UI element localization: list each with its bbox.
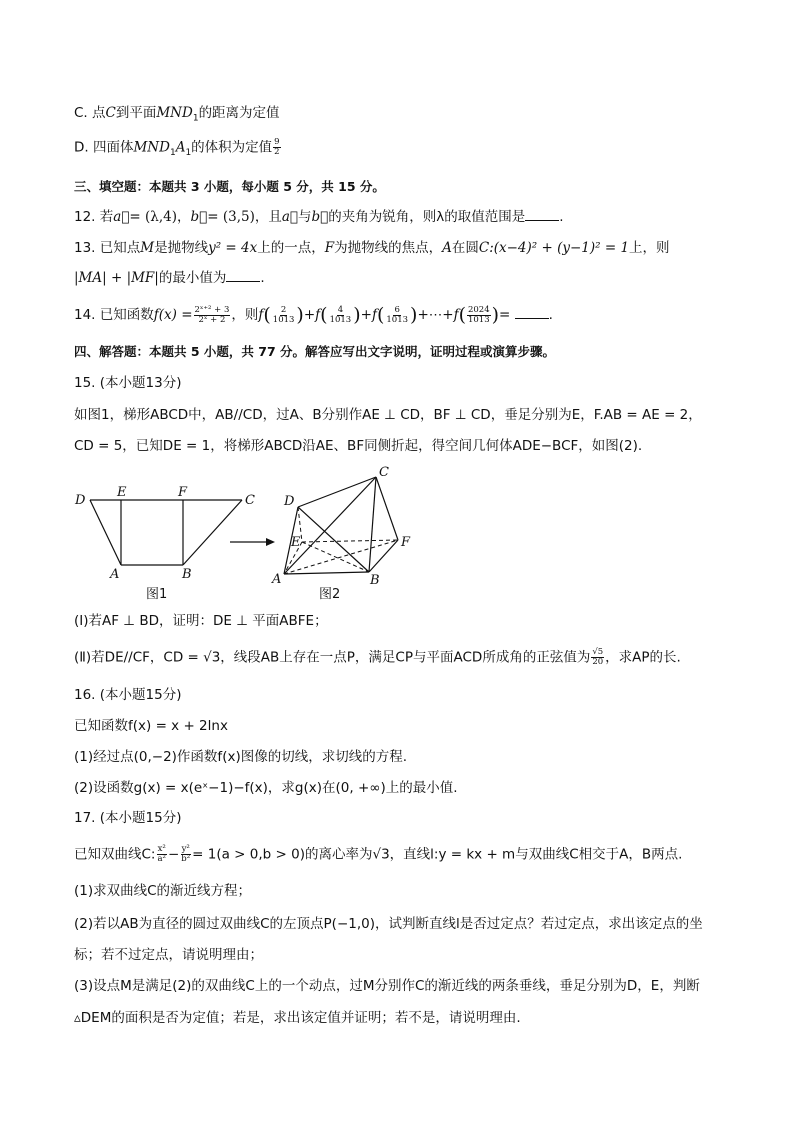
q14-f4: f	[453, 307, 459, 323]
frac-num: √5	[592, 647, 604, 657]
q14-then: ，则	[231, 307, 259, 323]
option-c	[74, 104, 280, 128]
option-d-prefix: D. 四面体	[74, 139, 134, 156]
q17-prefix: 已知双曲线C:	[74, 846, 156, 863]
fig1-label-b: B	[182, 567, 192, 582]
question-14	[74, 305, 553, 325]
section-4-heading: 四、解答题：本题共 5 小题，共 77 分。解答应写出文字说明，证明过程或演算步骤。	[74, 344, 556, 359]
frac-den: 20	[592, 657, 604, 667]
q13-t1: 是抛物线	[154, 240, 209, 256]
q17-y-fraction	[180, 845, 191, 864]
paren-close: )	[296, 304, 304, 326]
q14-fraction	[194, 306, 231, 325]
frac-num: 2ˣ⁺² + 3	[194, 304, 230, 315]
q14-function: f(x) =	[153, 307, 193, 323]
q13-expression: |MA| + |MF|	[74, 270, 159, 286]
q17-part-2-line-2: 标；若不过定点，请说明理由；	[74, 947, 263, 963]
q14-prefix: 14. 已知函数	[74, 307, 154, 323]
q17-paragraph-1	[74, 845, 682, 864]
q15-part-2-end: ，求AP的长.	[605, 649, 681, 666]
option-c-subscript: 1	[192, 113, 199, 124]
frac-num: 9	[274, 137, 280, 147]
vector-b: b⃗	[190, 209, 208, 225]
fig1-label-d: D	[75, 493, 86, 508]
figure-1-trapezoid	[74, 485, 255, 602]
q15-part-1: (Ⅰ)若AF ⊥ BD，证明：DE ⊥ 平面ABFE；	[74, 613, 328, 629]
fig1-label-e: E	[117, 485, 127, 500]
q15-sine-fraction	[591, 648, 604, 667]
q13-t5: 上，则	[629, 240, 670, 256]
option-d-fraction	[273, 138, 280, 157]
question-12	[74, 207, 564, 226]
q13-point-f: F	[324, 240, 335, 256]
frac-num: 2024	[467, 304, 490, 315]
frac-num: 4	[337, 304, 344, 315]
q12-text: 的夹角为锐角，则λ的取值范围是	[328, 209, 526, 225]
paren-open: (	[458, 304, 466, 326]
q14-term-2	[329, 306, 353, 325]
q13-parabola: y² = 4x	[208, 240, 258, 256]
answer-blank-14[interactable]	[515, 305, 549, 319]
paren-close: )	[353, 304, 361, 326]
q15-part-2-text: (Ⅱ)若DE//CF，CD = √3，线段AB上存在一点P，满足CP与平面ACD所成角的正弦值为	[74, 649, 591, 666]
q15-paragraph-1: 如图1，梯形ABCD中，AB//CD，过A、B分别作AE ⊥ CD，BF ⊥ CD，垂足分别为E，F.AB = AE = 2，	[74, 407, 702, 423]
fig1-label-c: C	[245, 493, 255, 508]
arrow-icon	[230, 538, 275, 546]
section-3-heading: 三、填空题：本题共 3 小题，每小题 5 分，共 15 分。	[74, 179, 385, 194]
fig1-label-f: F	[178, 485, 188, 500]
fig1-label-a: A	[110, 567, 120, 582]
frac-num: x²	[157, 844, 166, 854]
q14-term-1	[272, 306, 296, 325]
q13-point-m: M	[140, 240, 155, 256]
figure-2-solid	[271, 465, 411, 602]
q16-paragraph-1: 已知函数f(x) = x + 2lnx	[74, 718, 228, 734]
option-c-prefix: C. 点	[74, 105, 106, 121]
q17-part-3-line-1: (3)设点M是满足(2)的双曲线C上的一个动点，过M分别作C的渐近线的两条垂线，垂足分别为D，E，判断	[74, 978, 700, 994]
fig2-label-b: B	[370, 573, 380, 588]
frac-num: 2	[280, 304, 287, 315]
minus-sign: −	[167, 846, 180, 863]
q12-end: .	[559, 209, 564, 225]
frac-den: 1013	[272, 314, 295, 325]
vector-b-2: b⃗	[311, 209, 329, 225]
q16-part-2: (2)设函数g(x) = x(eˣ−1)−f(x)，求g(x)在(0, +∞)上的最小值.	[74, 780, 458, 796]
q13-point-a: A	[442, 240, 452, 256]
q14-term-3	[385, 306, 409, 325]
paren-open: (	[376, 304, 385, 326]
q14-f2: f	[315, 307, 321, 323]
option-d-solid: MND	[133, 139, 170, 156]
q14-f3: f	[371, 307, 377, 323]
option-d-text: 的体积为定值	[191, 139, 273, 156]
question-13-line-1	[74, 239, 670, 257]
frac-den: 2	[274, 147, 280, 157]
frac-den: 1013	[386, 314, 409, 325]
fig2-caption: 图2	[319, 587, 341, 602]
frac-den: b²	[181, 854, 191, 864]
answer-blank-12[interactable]	[525, 207, 559, 221]
q16-part-1: (1)经过点(0,−2)作函数f(x)图像的切线，求切线的方程.	[74, 749, 408, 765]
q15-heading: 15. (本小题13分)	[74, 375, 182, 391]
q17-part-3-line-2: ▵DEM的面积是否为定值；若是，求出该定值并证明；若不是，请说明理由.	[74, 1010, 521, 1026]
q12-a-def: = (λ,4)，	[129, 209, 191, 225]
fig2-label-e: E	[291, 535, 301, 550]
option-d-sub2: 1	[185, 148, 192, 159]
q16-heading: 16. (本小题15分)	[74, 687, 182, 703]
q13-text: 的最小值为	[158, 270, 227, 286]
paren-close: )	[410, 304, 418, 326]
plus-sign: +	[303, 307, 316, 323]
fig2-label-a: A	[272, 572, 282, 587]
option-d-a: A	[175, 139, 186, 156]
fig2-label-d: D	[284, 494, 295, 509]
frac-den: 1013	[329, 314, 352, 325]
q14-end: .	[548, 307, 553, 323]
q13-t3: 为抛物线的焦点，	[334, 240, 443, 256]
option-c-mid: 到平面	[115, 105, 157, 121]
paren-open: (	[320, 304, 328, 326]
q17-part-2-line-1: (2)若以AB为直径的圆过双曲线C的左顶点P(−1,0)，试判断直线l是否过定点？若过定点，求出该定点的坐	[74, 916, 703, 932]
answer-blank-13[interactable]	[226, 268, 260, 282]
vector-a-2: a⃗	[281, 209, 299, 225]
option-c-plane: MND	[156, 105, 193, 121]
option-c-point: C	[105, 105, 116, 121]
q14-f1: f	[258, 307, 264, 323]
fig2-label-c: C	[379, 465, 389, 480]
q12-prefix: 12. 若	[74, 209, 114, 225]
q15-part-2	[74, 648, 681, 667]
q13-end: .	[260, 270, 265, 286]
q17-heading: 17. (本小题15分)	[74, 810, 182, 826]
q13-t4: 在圆	[451, 240, 479, 256]
frac-den: a²	[157, 854, 166, 864]
option-d	[74, 138, 282, 162]
frac-den: 1013	[467, 314, 490, 325]
paren-open: (	[263, 304, 271, 326]
option-d-sub1: 1	[169, 148, 176, 159]
q17-text: = 1(a > 0,b > 0)的离心率为√3，直线l:y = kx + m与双曲线C相交于A，B两点.	[192, 846, 683, 863]
q14-dots: +⋯+	[417, 307, 454, 323]
frac-num: 6	[394, 304, 400, 315]
question-13-line-2	[74, 268, 265, 287]
q17-part-1: (1)求双曲线C的渐近线方程；	[74, 883, 252, 899]
paren-close: )	[491, 304, 500, 326]
q12-b-def: = (3,5)，且	[207, 209, 282, 225]
fig2-label-f: F	[401, 535, 411, 550]
fig1-caption: 图1	[146, 587, 168, 602]
q14-equals: =	[499, 307, 511, 323]
plus-sign: +	[360, 307, 372, 323]
q13-prefix: 13. 已知点	[74, 240, 141, 256]
vector-a: a⃗	[113, 209, 130, 225]
q12-with: 与	[298, 209, 312, 225]
q13-t2: 上的一点，	[257, 240, 325, 256]
q13-circle: C:(x−4)² + (y−1)² = 1	[478, 240, 630, 256]
q15-figures	[70, 460, 430, 605]
frac-den: 2ˣ + 2	[198, 314, 226, 325]
q15-paragraph-2: CD = 5，已知DE = 1，将梯形ABCD沿AE、BF同侧折起，得空间几何体ADE−BCF，如图(2).	[74, 438, 643, 454]
q14-term-4	[467, 306, 491, 325]
frac-num: y²	[181, 844, 190, 854]
option-c-text: 的距离为定值	[198, 105, 280, 121]
q17-x-fraction	[156, 845, 166, 864]
